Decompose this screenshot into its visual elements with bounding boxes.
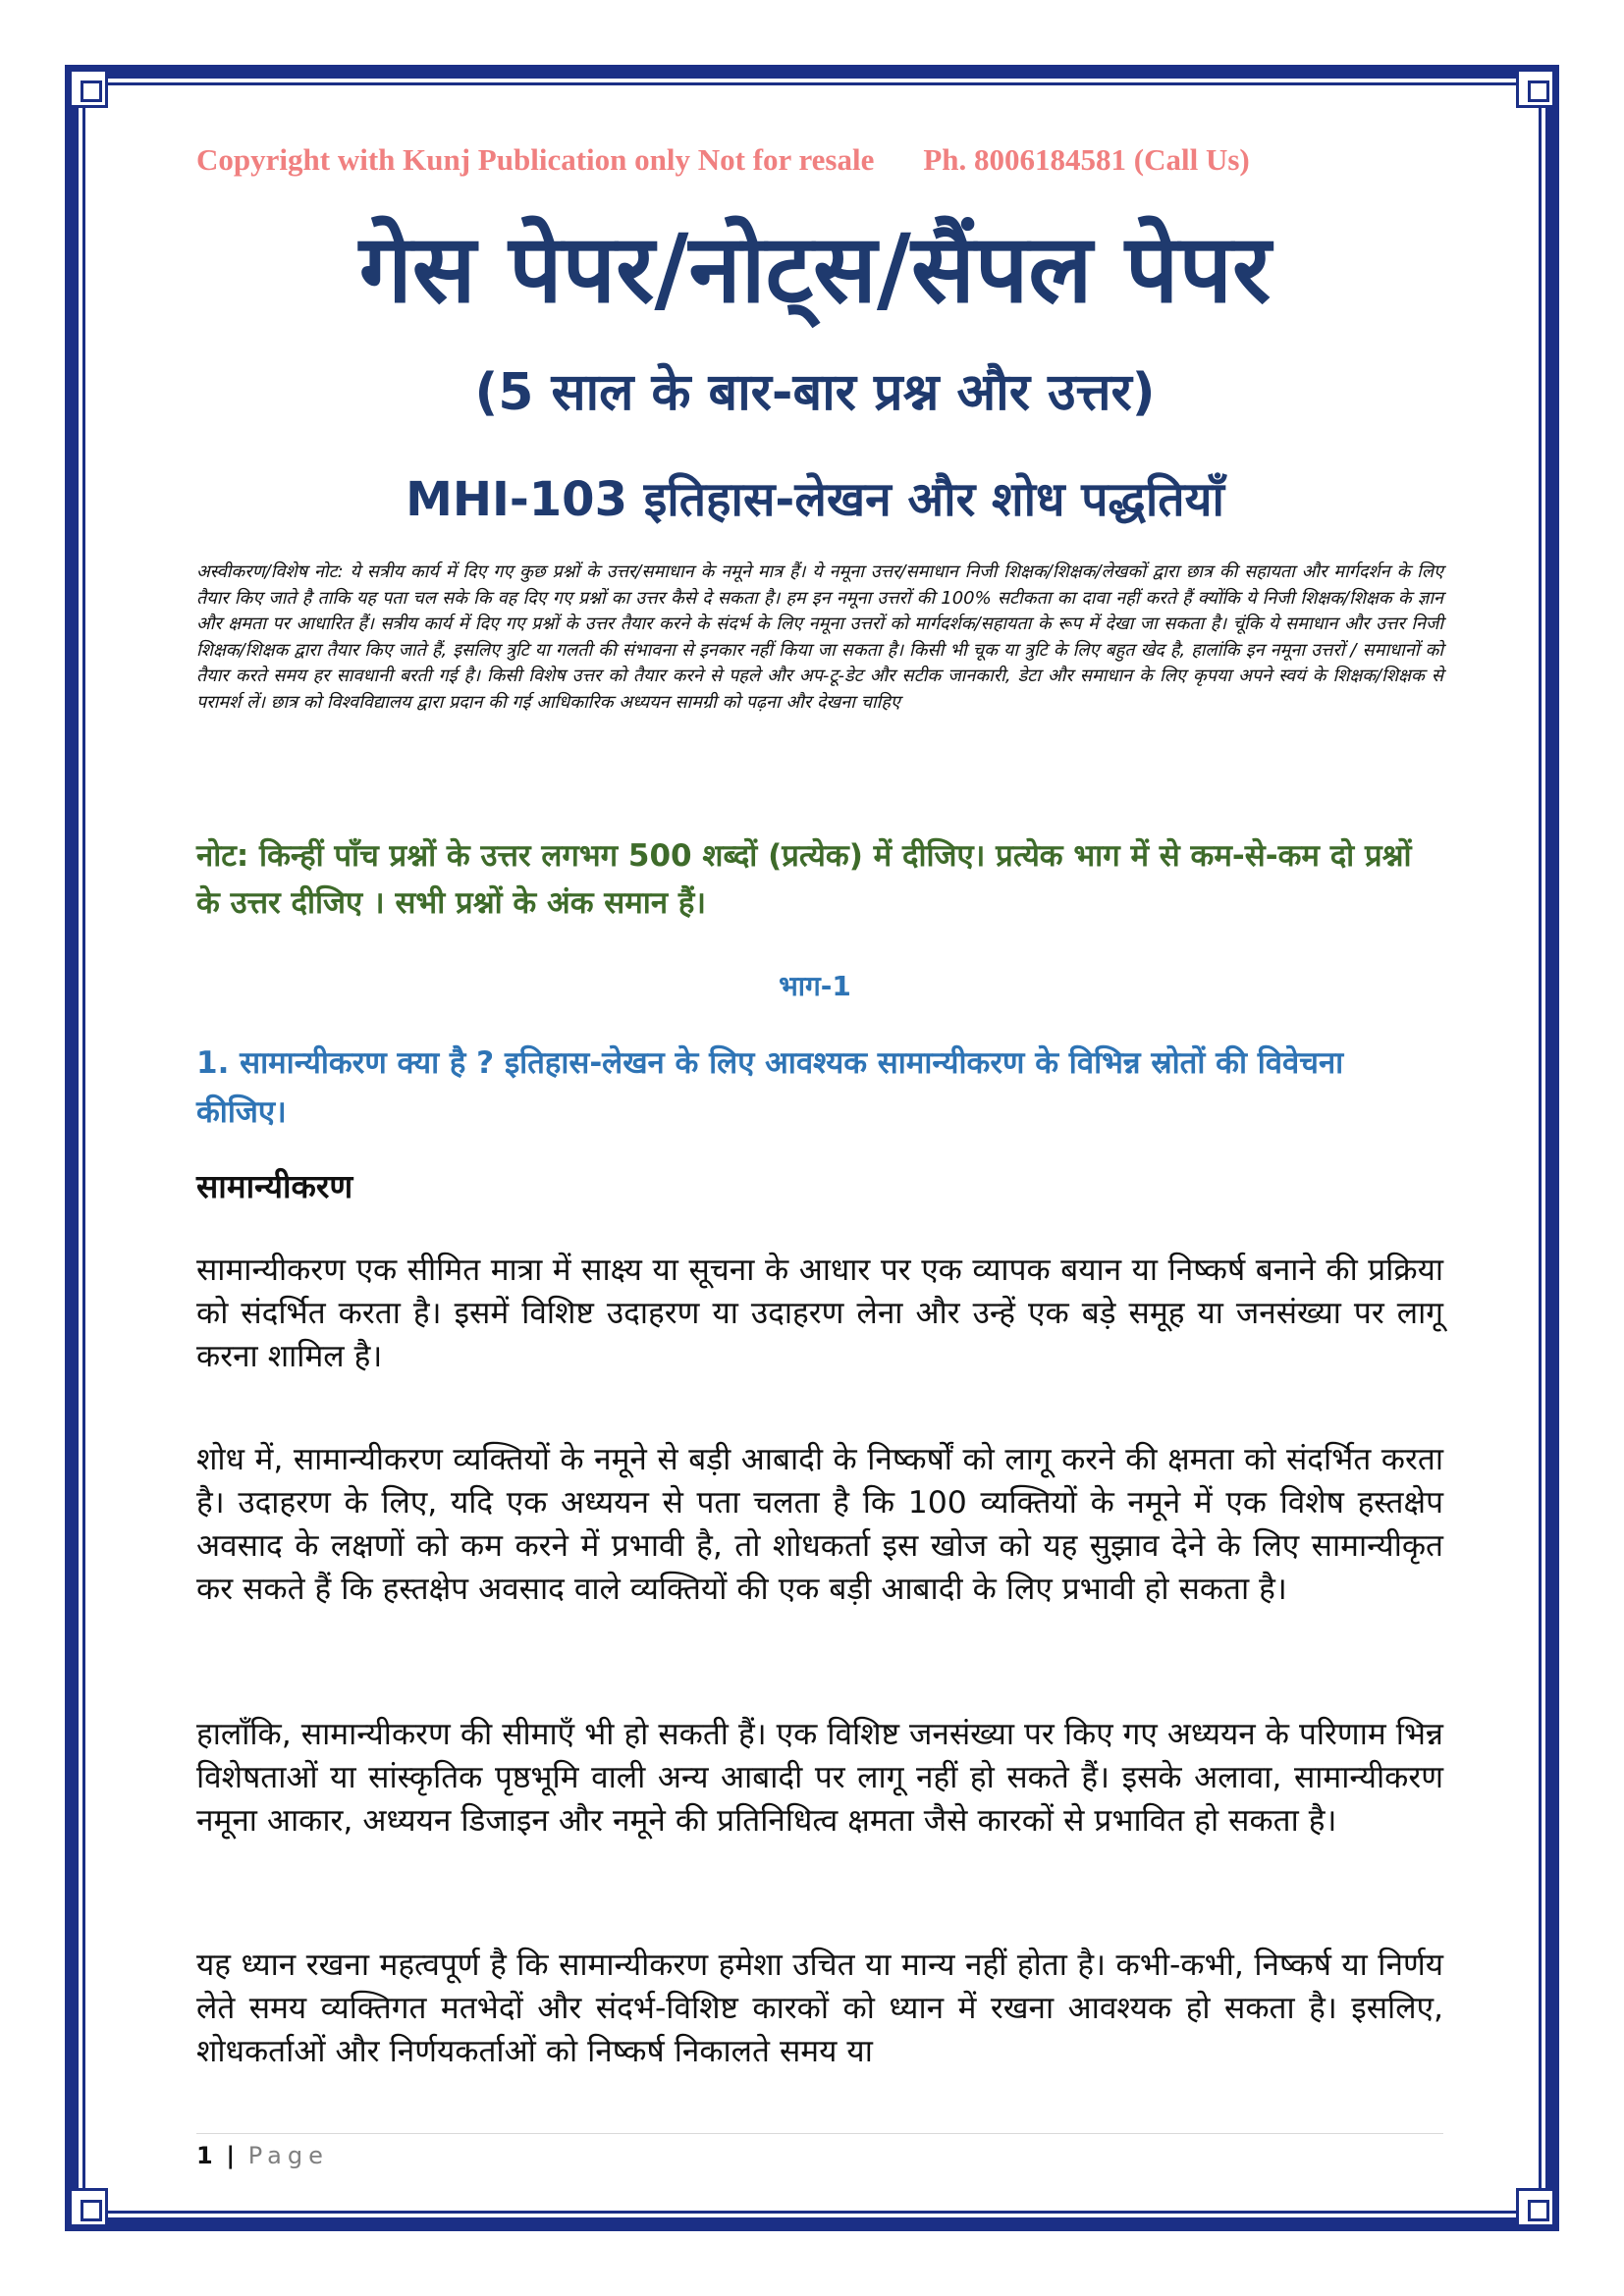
body-paragraph: हालाँकि, सामान्यीकरण की सीमाएँ भी हो सकती हैं। एक विशिष्ट जनसंख्या पर किए गए अध्ययन के परिणाम भिन्न विशेषताओं या सांस्कृतिक पृष्ठभूमि वाली अन्य आबादी पर लागू नहीं हो सकते हैं। इसके अलावा, सामान्यीकरण नमूना आकार, अध्ययन डिजाइन और नमूने की प्रतिनिधित्व क्षमता जैसे कारकों से प्रभावित हो सकता है। xyxy=(196,1717,1443,1839)
disclaimer-text: अस्वीकरण/विशेष नोट: ये सत्रीय कार्य में दिए गए कुछ प्रश्नों के उत्तर/समाधान के नमूने मात्र हैं। ये नमूना उत्तर/समाधान निजी शिक्षक/शिक्षक/लेखकों द्वारा छात्र की सहायता और मार्गदर्शन के लिए तैयार किए जाते है ताकि यह पता चल सके कि वह दिए गए प्रश्नों का उत्तर कैसे दे सकता है। हम इन नमूना उत्तरों की 100% सटीकता का दावा नहीं करते हैं क्योंकि ये निजी शिक्षक/शिक्षक के ज्ञान और क्षमता पर आधारित हैं। सत्रीय कार्य में दिए गए प्रश्नों के उत्तर तैयार करने के संदर्भ के लिए नमूना उत्तरों को मार्गदर्शक/सहायता के रूप में देखा जा सकता है। चूंकि ये समाधान और उत्तर निजी शिक्षक/शिक्षक द्वारा तैयार किए जाते हैं, इसलिए त्रुटि या गलती की संभावना से इनकार नहीं किया जा सकता है। किसी भी चूक या त्रुटि के लिए बहुत खेद है, हालांकि इन नमूना उत्तरों / समाधानों को तैयार करते समय हर सावधानी बरती गई है। किसी विशेष उत्तर को तैयार करने से पहले और अप-टू-डेट और सटीक जानकारी, डेटा और समाधान के लिए कृपया अपने स्वयं के शिक्षक/शिक्षक से परामर्श लें। छात्र को विश्वविद्यालय द्वारा प्रदान की गई आधिकारिक अध्ययन सामग्री को पढ़ना और देखना चाहिए xyxy=(196,561,1443,713)
footer-divider xyxy=(196,2133,1443,2134)
document-subtitle: (5 साल के बार-बार प्रश्न और उत्तर) xyxy=(474,363,1156,422)
copyright-text: Copyright with Kunj Publication only Not for resale xyxy=(196,142,875,177)
body-paragraph: शोध में, सामान्यीकरण व्यक्तियों के नमूने से बड़ी आबादी के निष्कर्षों को लागू करने की क्षमता को संदर्भित करता है। उदाहरण के लिए, यदि एक अध्ययन से पता चलता है कि 100 व्यक्तियों के नमूने में एक विशेष हस्तक्षेप अवसाद के लक्षणों को कम करने में प्रभावी है, तो शोधकर्ता इस खोज को यह सुझाव देने के लिए सामान्यीकृत कर सकते हैं कि हस्तक्षेप अवसाद वाले व्यक्तियों की एक बड़ी आबादी के लिए प्रभावी हो सकता है। xyxy=(196,1442,1443,1607)
instructions-note: नोट: किन्हीं पाँच प्रश्नों के उत्तर लगभग 500 शब्दों (प्रत्येक) में दीजिए। प्रत्येक भाग में से कम-से-कम दो प्रश्नों के उत्तर दीजिए । सभी प्रश्नों के अंक समान हैं। xyxy=(196,838,1412,921)
question-1: 1. सामान्यीकरण क्या है ? इतिहास-लेखन के लिए आवश्यक सामान्यीकरण के विभिन्न स्रोतों की विवेचना कीजिए। xyxy=(196,1045,1344,1130)
border-corner-ornament xyxy=(69,2188,108,2227)
body-paragraph: सामान्यीकरण एक सीमित मात्रा में साक्ष्य या सूचना के आधार पर एक व्यापक बयान या निष्कर्ष बनाने की प्रक्रिया को संदर्भित करता है। इसमें विशिष्ट उदाहरण या उदाहरण लेना और उन्हें एक बड़े समूह या जनसंख्या पर लागू करना शामिल है। xyxy=(196,1253,1443,1374)
page-number: 1 xyxy=(196,2142,213,2169)
footer-separator: | xyxy=(226,2142,236,2169)
document-title: गेस पेपर/नोट्स/सैंपल पेपर xyxy=(358,214,1272,324)
copyright-header xyxy=(196,142,1434,178)
border-corner-ornament xyxy=(1516,2188,1555,2227)
section-heading: सामान्यीकरण xyxy=(196,1167,353,1205)
course-title: MHI-103 इतिहास-लेखन और शोध पद्धतियाँ xyxy=(406,472,1224,527)
border-corner-ornament xyxy=(1516,69,1555,108)
border-corner-ornament xyxy=(69,69,108,108)
part-label: भाग-1 xyxy=(779,970,851,1002)
page-label: Page xyxy=(247,2142,329,2169)
body-paragraph: यह ध्यान रखना महत्वपूर्ण है कि सामान्यीकरण हमेशा उचित या मान्य नहीं होता है। कभी-कभी, निष्कर्ष या निर्णय लेते समय व्यक्तिगत मतभेदों और संदर्भ-विशिष्ट कारकों को ध्यान में रखना आवश्यक हो सकता है। इसलिए, शोधकर्ताओं और निर्णयकर्ताओं को निष्कर्ष निकालते समय या xyxy=(196,1948,1443,2069)
page-footer xyxy=(196,2142,329,2169)
phone-text: Ph. 8006184581 (Call Us) xyxy=(923,142,1250,177)
